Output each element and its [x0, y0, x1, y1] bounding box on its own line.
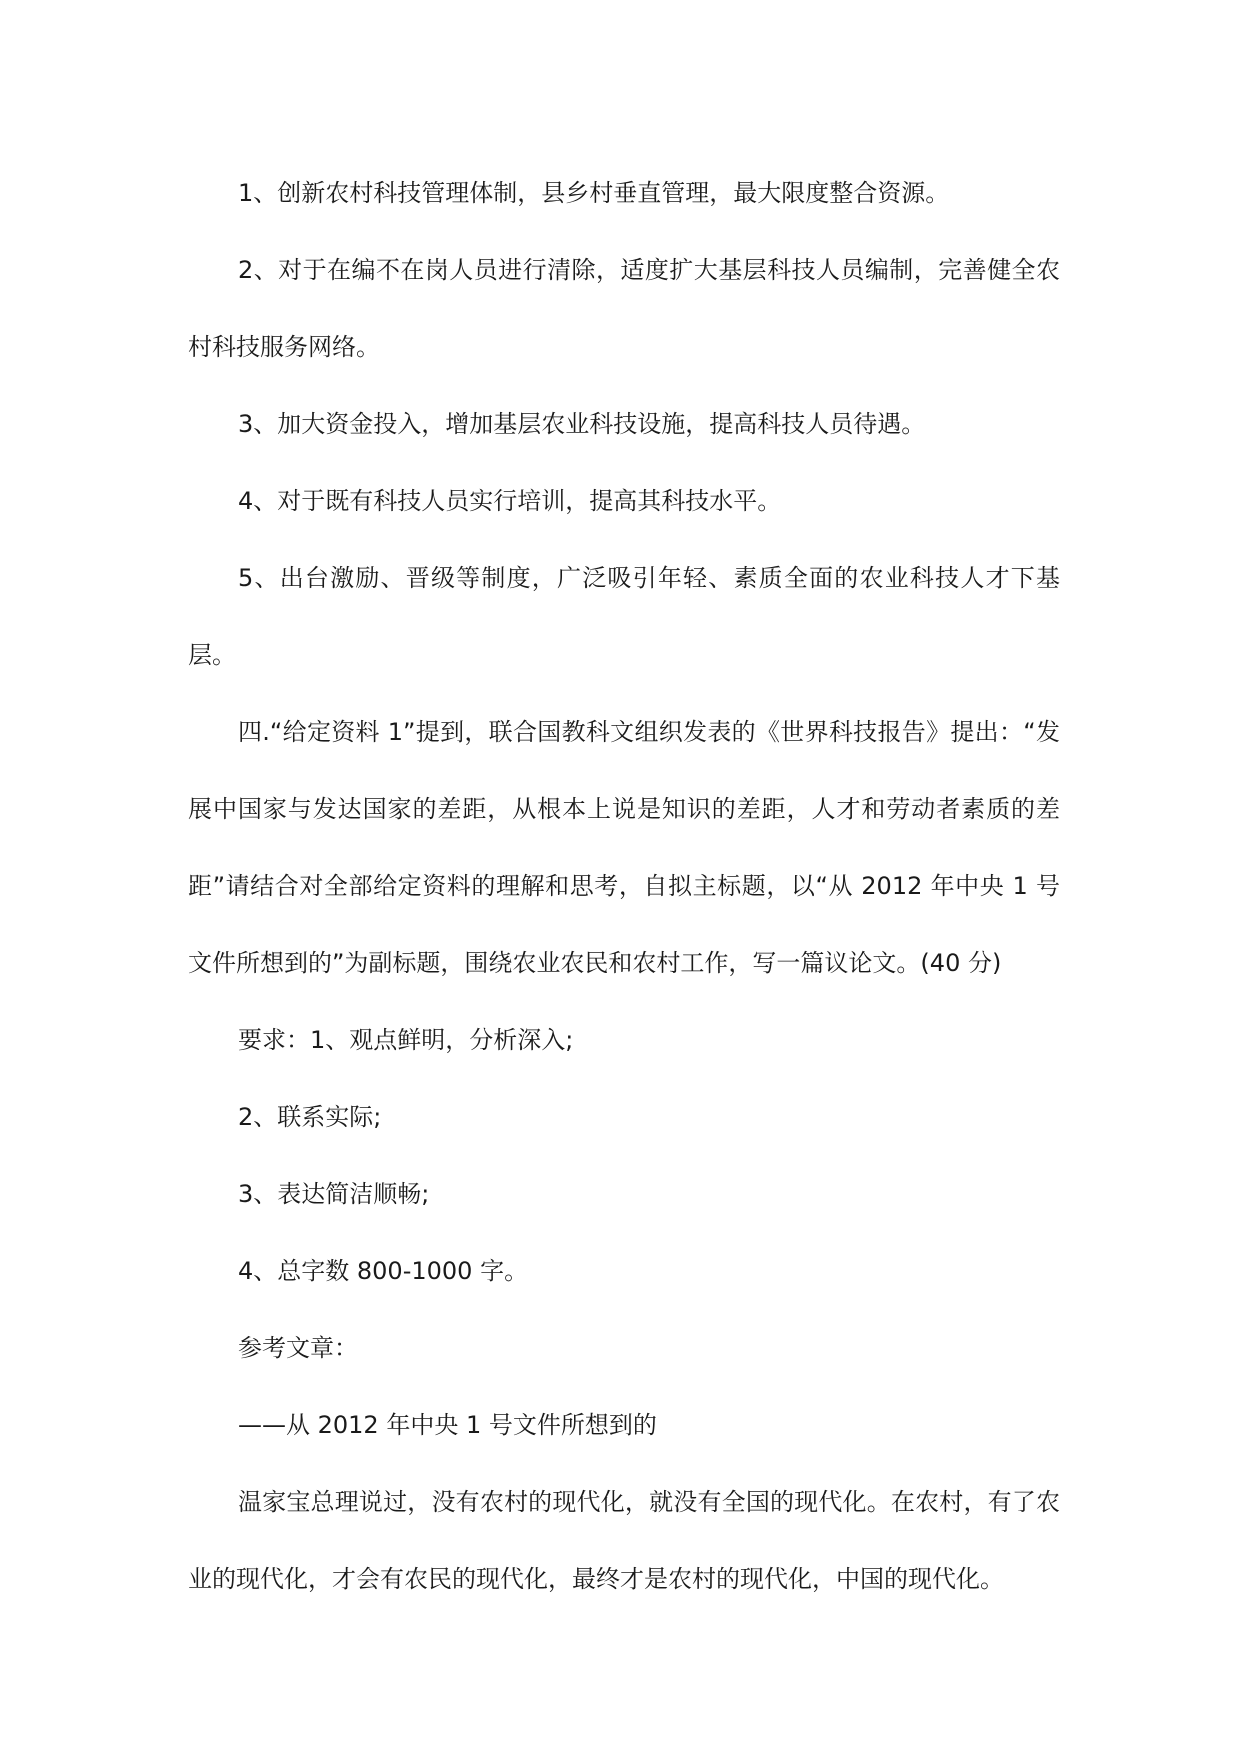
paragraph-item-5: 5、出台激励、晋级等制度，广泛吸引年轻、素质全面的农业科技人才下基层。: [188, 564, 1060, 669]
essay-subtitle: ——从 2012 年中央 1 号文件所想到的: [238, 1411, 657, 1439]
requirement-item-2: 2、联系实际;: [238, 1103, 382, 1131]
essay-paragraph: 温家宝总理说过，没有农村的现代化，就没有全国的现代化。在农村，有了农业的现代化，才会有农民的现代化，最终才是农村的现代化，中国的现代化。: [188, 1488, 1060, 1593]
question-four-paragraph: 四.“给定资料 1”提到，联合国教科文组织发表的《世界科技报告》提出：“发展中国家与发达国家的差距，从根本上说是知识的差距，人才和劳动者素质的差距”请结合对全部给定资料的理解和思考，自拟主标题，以“从 2012 年中央 1 号文件所想到的”为副标题，围绕农业农民和农村工作，写一篇议论文。(40 分): [188, 718, 1060, 977]
paragraph-item-1: 1、创新农村科技管理体制，县乡村垂直管理，最大限度整合资源。: [238, 179, 950, 207]
paragraph-item-4: 4、对于既有科技人员实行培训，提高其科技水平。: [238, 487, 782, 515]
requirement-item-4: 4、总字数 800-1000 字。: [238, 1257, 529, 1285]
requirement-item-3: 3、表达简洁顺畅;: [238, 1180, 430, 1208]
document-body: [188, 155, 1060, 1618]
paragraph-item-2: 2、对于在编不在岗人员进行清除，适度扩大基层科技人员编制，完善健全农村科技服务网络。: [188, 256, 1060, 361]
paragraph-item-3: 3、加大资金投入，增加基层农业科技设施，提高科技人员待遇。: [238, 410, 926, 438]
requirement-paragraph: 要求：1、观点鲜明，分析深入;: [238, 1026, 574, 1054]
reference-heading: 参考文章：: [238, 1334, 358, 1362]
